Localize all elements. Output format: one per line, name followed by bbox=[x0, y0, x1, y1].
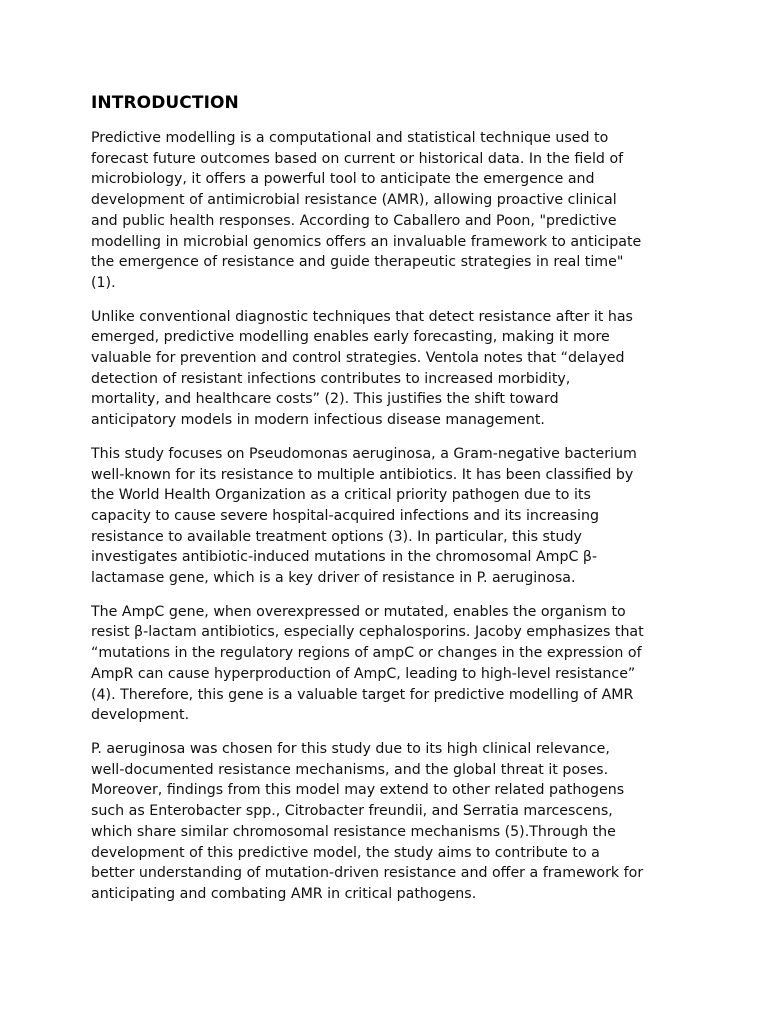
paragraph-line: well-documented resistance mechanisms, and the global threat it poses. bbox=[91, 761, 609, 778]
paragraph-line: which share similar chromosomal resistance mechanisms (5).Through the bbox=[91, 823, 616, 840]
paragraph-line: and public health responses. According to Caballero and Poon, "predictive bbox=[91, 212, 617, 229]
paragraph-line: modelling in microbial genomics offers an invaluable framework to anticipate bbox=[91, 233, 642, 250]
section-heading: INTRODUCTION bbox=[91, 93, 239, 113]
paragraph-line: “mutations in the regulatory regions of ampC or changes in the expression of bbox=[91, 645, 642, 662]
paragraph-4 bbox=[91, 602, 691, 726]
paragraph-line: Moreover, findings from this model may extend to other related pathogens bbox=[91, 782, 625, 799]
paragraph-line: well-known for its resistance to multiple antibiotics. It has been classified by bbox=[91, 466, 634, 483]
paragraph-line: AmpR can cause hyperproduction of AmpC, leading to high-level resistance” bbox=[91, 665, 636, 682]
paragraph-1 bbox=[91, 128, 691, 294]
paragraph-line: valuable for prevention and control strategies. Ventola notes that “delayed bbox=[91, 350, 625, 367]
paragraph-line: (4). Therefore, this gene is a valuable target for predictive modelling of AMR bbox=[91, 686, 634, 703]
paragraph-line: anticipatory models in modern infectious disease management. bbox=[91, 412, 545, 429]
document-page bbox=[91, 92, 691, 918]
paragraph-line: such as Enterobacter spp., Citrobacter freundii, and Serratia marcescens, bbox=[91, 803, 613, 820]
paragraph-line: investigates antibiotic-induced mutations in the chromosomal AmpC β- bbox=[91, 549, 598, 566]
paragraph-line: the World Health Organization as a critical priority pathogen due to its bbox=[91, 487, 591, 504]
paragraph-line: Predictive modelling is a computational and statistical technique used to bbox=[91, 130, 609, 146]
paragraph-3 bbox=[91, 444, 691, 589]
paragraph-line: resistance to available treatment options (3). In particular, this study bbox=[91, 528, 582, 545]
paragraph-line: development of antimicrobial resistance (AMR), allowing proactive clinical bbox=[91, 192, 617, 209]
paragraph-line: better understanding of mutation-driven resistance and offer a framework for bbox=[91, 865, 644, 882]
paragraph-line: detection of resistant infections contributes to increased morbidity, bbox=[91, 370, 571, 387]
paragraph-line: resist β-lactam antibiotics, especially cephalosporins. Jacoby emphasizes that bbox=[91, 624, 644, 641]
paragraph-line: the emergence of resistance and guide therapeutic strategies in real time" bbox=[91, 254, 624, 271]
paragraph-line: The AmpC gene, when overexpressed or mutated, enables the organism to bbox=[91, 603, 626, 620]
paragraph-line: P. aeruginosa was chosen for this study due to its high clinical relevance, bbox=[91, 740, 610, 757]
paragraph-line: development of this predictive model, the study aims to contribute to a bbox=[91, 844, 600, 861]
paragraph-line: Unlike conventional diagnostic techniques that detect resistance after it has bbox=[91, 308, 633, 325]
paragraph-line: lactamase gene, which is a key driver of resistance in P. aeruginosa. bbox=[91, 570, 576, 587]
paragraph-line: forecast future outcomes based on current or historical data. In the field of bbox=[91, 150, 624, 167]
paragraph-line: microbiology, it offers a powerful tool to anticipate the emergence and bbox=[91, 171, 595, 188]
paragraph-line: (1). bbox=[91, 274, 116, 291]
paragraph-line: emerged, predictive modelling enables early forecasting, making it more bbox=[91, 329, 610, 346]
paragraph-line: anticipating and combating AMR in critical pathogens. bbox=[91, 885, 477, 902]
paragraph-line: mortality, and healthcare costs” (2). This justifies the shift toward bbox=[91, 391, 559, 408]
paragraph-2 bbox=[91, 307, 691, 431]
paragraph-line: development. bbox=[91, 707, 190, 724]
paragraph-5 bbox=[91, 739, 691, 905]
paragraph-line: capacity to cause severe hospital-acquired infections and its increasing bbox=[91, 507, 599, 524]
paragraph-line: This study focuses on Pseudomonas aeruginosa, a Gram-negative bacterium bbox=[91, 445, 637, 462]
